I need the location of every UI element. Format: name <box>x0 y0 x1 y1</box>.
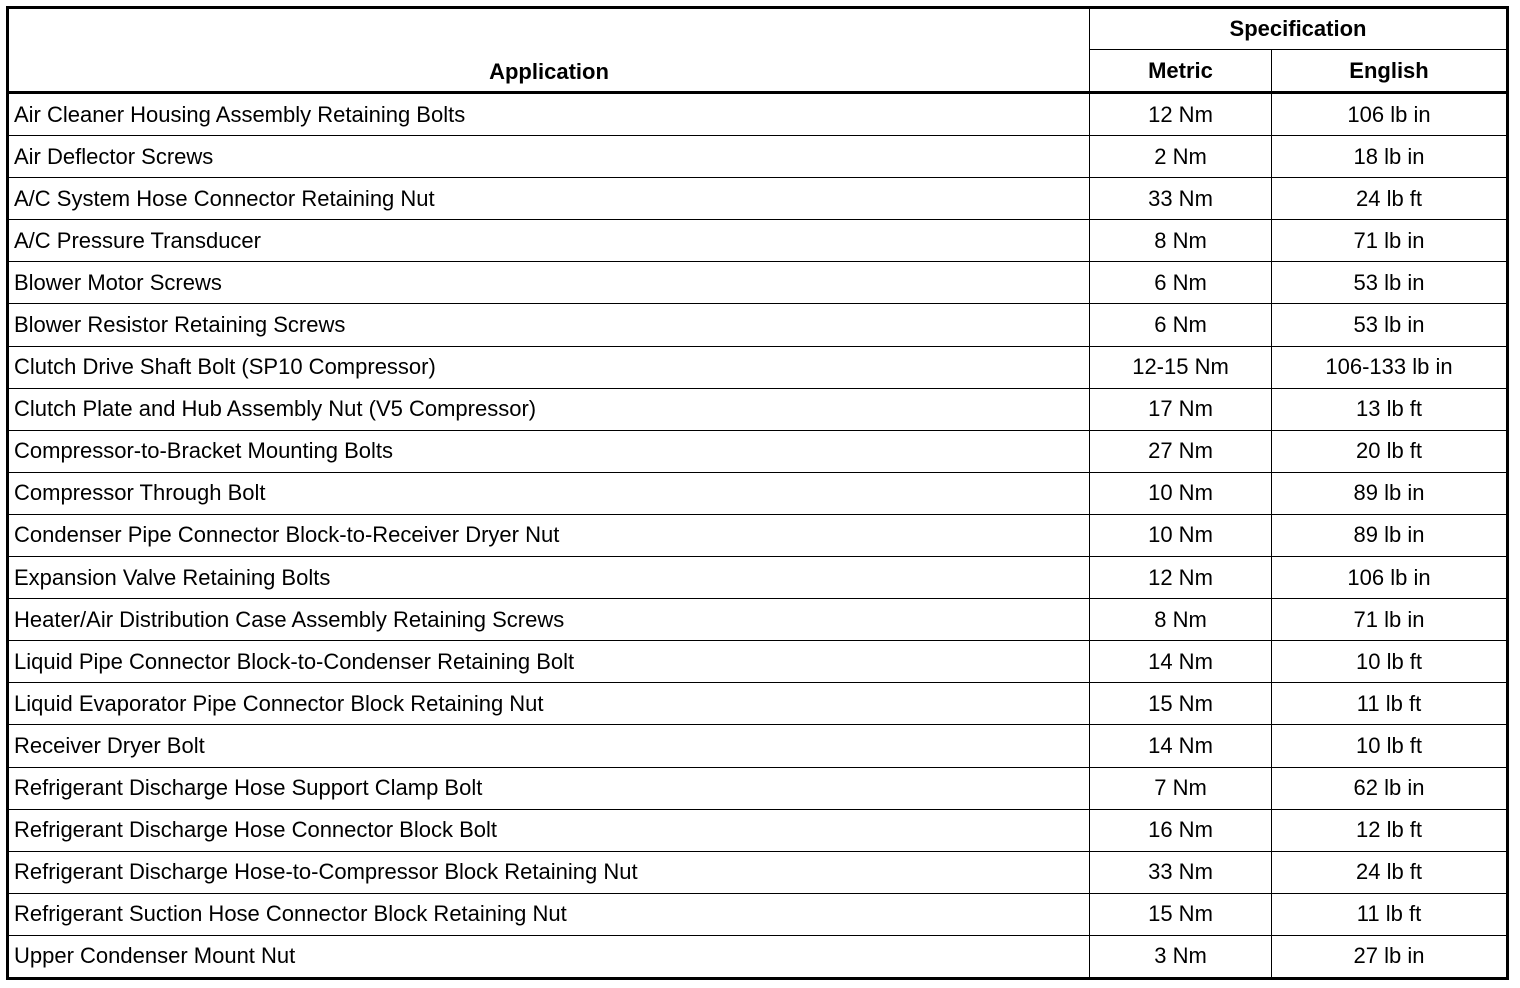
english-value-cell: 62 lb in <box>1272 767 1508 809</box>
metric-value-cell: 15 Nm <box>1090 893 1272 935</box>
table-row <box>8 430 1508 472</box>
table-row <box>8 935 1508 978</box>
english-value-cell: 71 lb in <box>1272 599 1508 641</box>
table-row <box>8 767 1508 809</box>
application-cell: Heater/Air Distribution Case Assembly Retaining Screws <box>8 599 1090 641</box>
application-cell: Clutch Drive Shaft Bolt (SP10 Compressor) <box>8 346 1090 388</box>
table-row <box>8 136 1508 178</box>
metric-value-cell: 14 Nm <box>1090 641 1272 683</box>
application-cell: A/C System Hose Connector Retaining Nut <box>8 178 1090 220</box>
english-value-cell: 18 lb in <box>1272 136 1508 178</box>
english-value-cell: 24 lb ft <box>1272 178 1508 220</box>
english-value-cell: 106 lb in <box>1272 93 1508 136</box>
english-value-cell: 20 lb ft <box>1272 430 1508 472</box>
english-value-cell: 11 lb ft <box>1272 683 1508 725</box>
english-value-cell: 12 lb ft <box>1272 809 1508 851</box>
metric-value-cell: 15 Nm <box>1090 683 1272 725</box>
application-cell: Refrigerant Discharge Hose-to-Compressor Block Retaining Nut <box>8 851 1090 893</box>
metric-value-cell: 8 Nm <box>1090 599 1272 641</box>
table-row <box>8 557 1508 599</box>
application-cell: Condenser Pipe Connector Block-to-Receiver Dryer Nut <box>8 514 1090 556</box>
english-value-cell: 106-133 lb in <box>1272 346 1508 388</box>
table-row <box>8 514 1508 556</box>
table-row <box>8 262 1508 304</box>
english-value-cell: 53 lb in <box>1272 262 1508 304</box>
table-row <box>8 851 1508 893</box>
specification-group-header: Specification <box>1090 8 1508 50</box>
english-value-cell: 13 lb ft <box>1272 388 1508 430</box>
metric-value-cell: 7 Nm <box>1090 767 1272 809</box>
table-row <box>8 93 1508 136</box>
table-row <box>8 893 1508 935</box>
application-cell: Compressor-to-Bracket Mounting Bolts <box>8 430 1090 472</box>
english-value-cell: 71 lb in <box>1272 220 1508 262</box>
application-cell: A/C Pressure Transducer <box>8 220 1090 262</box>
english-value-cell: 106 lb in <box>1272 557 1508 599</box>
application-cell: Refrigerant Discharge Hose Connector Block Bolt <box>8 809 1090 851</box>
metric-value-cell: 33 Nm <box>1090 851 1272 893</box>
table-row <box>8 346 1508 388</box>
table-row <box>8 304 1508 346</box>
table-row <box>8 641 1508 683</box>
application-cell: Refrigerant Suction Hose Connector Block Retaining Nut <box>8 893 1090 935</box>
application-cell: Blower Resistor Retaining Screws <box>8 304 1090 346</box>
english-column-header: English <box>1272 50 1508 93</box>
table-header <box>8 8 1508 93</box>
metric-value-cell: 27 Nm <box>1090 430 1272 472</box>
metric-value-cell: 14 Nm <box>1090 725 1272 767</box>
table-row <box>8 683 1508 725</box>
table-row <box>8 809 1508 851</box>
table-row <box>8 220 1508 262</box>
metric-value-cell: 16 Nm <box>1090 809 1272 851</box>
application-cell: Compressor Through Bolt <box>8 472 1090 514</box>
table-row <box>8 178 1508 220</box>
application-cell: Clutch Plate and Hub Assembly Nut (V5 Compressor) <box>8 388 1090 430</box>
table-row <box>8 725 1508 767</box>
metric-value-cell: 3 Nm <box>1090 935 1272 978</box>
english-value-cell: 27 lb in <box>1272 935 1508 978</box>
metric-value-cell: 6 Nm <box>1090 262 1272 304</box>
header-row-top <box>8 8 1508 50</box>
fastener-specification-table <box>6 6 1509 980</box>
application-cell: Expansion Valve Retaining Bolts <box>8 557 1090 599</box>
application-column-header: Application <box>8 8 1090 93</box>
metric-value-cell: 8 Nm <box>1090 220 1272 262</box>
application-cell: Liquid Pipe Connector Block-to-Condenser Retaining Bolt <box>8 641 1090 683</box>
metric-value-cell: 12 Nm <box>1090 93 1272 136</box>
english-value-cell: 10 lb ft <box>1272 641 1508 683</box>
table-row <box>8 388 1508 430</box>
application-cell: Refrigerant Discharge Hose Support Clamp Bolt <box>8 767 1090 809</box>
metric-column-header: Metric <box>1090 50 1272 93</box>
english-value-cell: 89 lb in <box>1272 472 1508 514</box>
application-cell: Air Cleaner Housing Assembly Retaining Bolts <box>8 93 1090 136</box>
table-row <box>8 472 1508 514</box>
application-cell: Upper Condenser Mount Nut <box>8 935 1090 978</box>
metric-value-cell: 33 Nm <box>1090 178 1272 220</box>
english-value-cell: 89 lb in <box>1272 514 1508 556</box>
metric-value-cell: 12-15 Nm <box>1090 346 1272 388</box>
english-value-cell: 11 lb ft <box>1272 893 1508 935</box>
table-row <box>8 599 1508 641</box>
application-cell: Liquid Evaporator Pipe Connector Block Retaining Nut <box>8 683 1090 725</box>
english-value-cell: 24 lb ft <box>1272 851 1508 893</box>
metric-value-cell: 10 Nm <box>1090 514 1272 556</box>
metric-value-cell: 12 Nm <box>1090 557 1272 599</box>
metric-value-cell: 17 Nm <box>1090 388 1272 430</box>
table-body <box>8 93 1508 979</box>
metric-value-cell: 2 Nm <box>1090 136 1272 178</box>
english-value-cell: 10 lb ft <box>1272 725 1508 767</box>
english-value-cell: 53 lb in <box>1272 304 1508 346</box>
application-cell: Receiver Dryer Bolt <box>8 725 1090 767</box>
application-cell: Air Deflector Screws <box>8 136 1090 178</box>
metric-value-cell: 10 Nm <box>1090 472 1272 514</box>
metric-value-cell: 6 Nm <box>1090 304 1272 346</box>
application-cell: Blower Motor Screws <box>8 262 1090 304</box>
